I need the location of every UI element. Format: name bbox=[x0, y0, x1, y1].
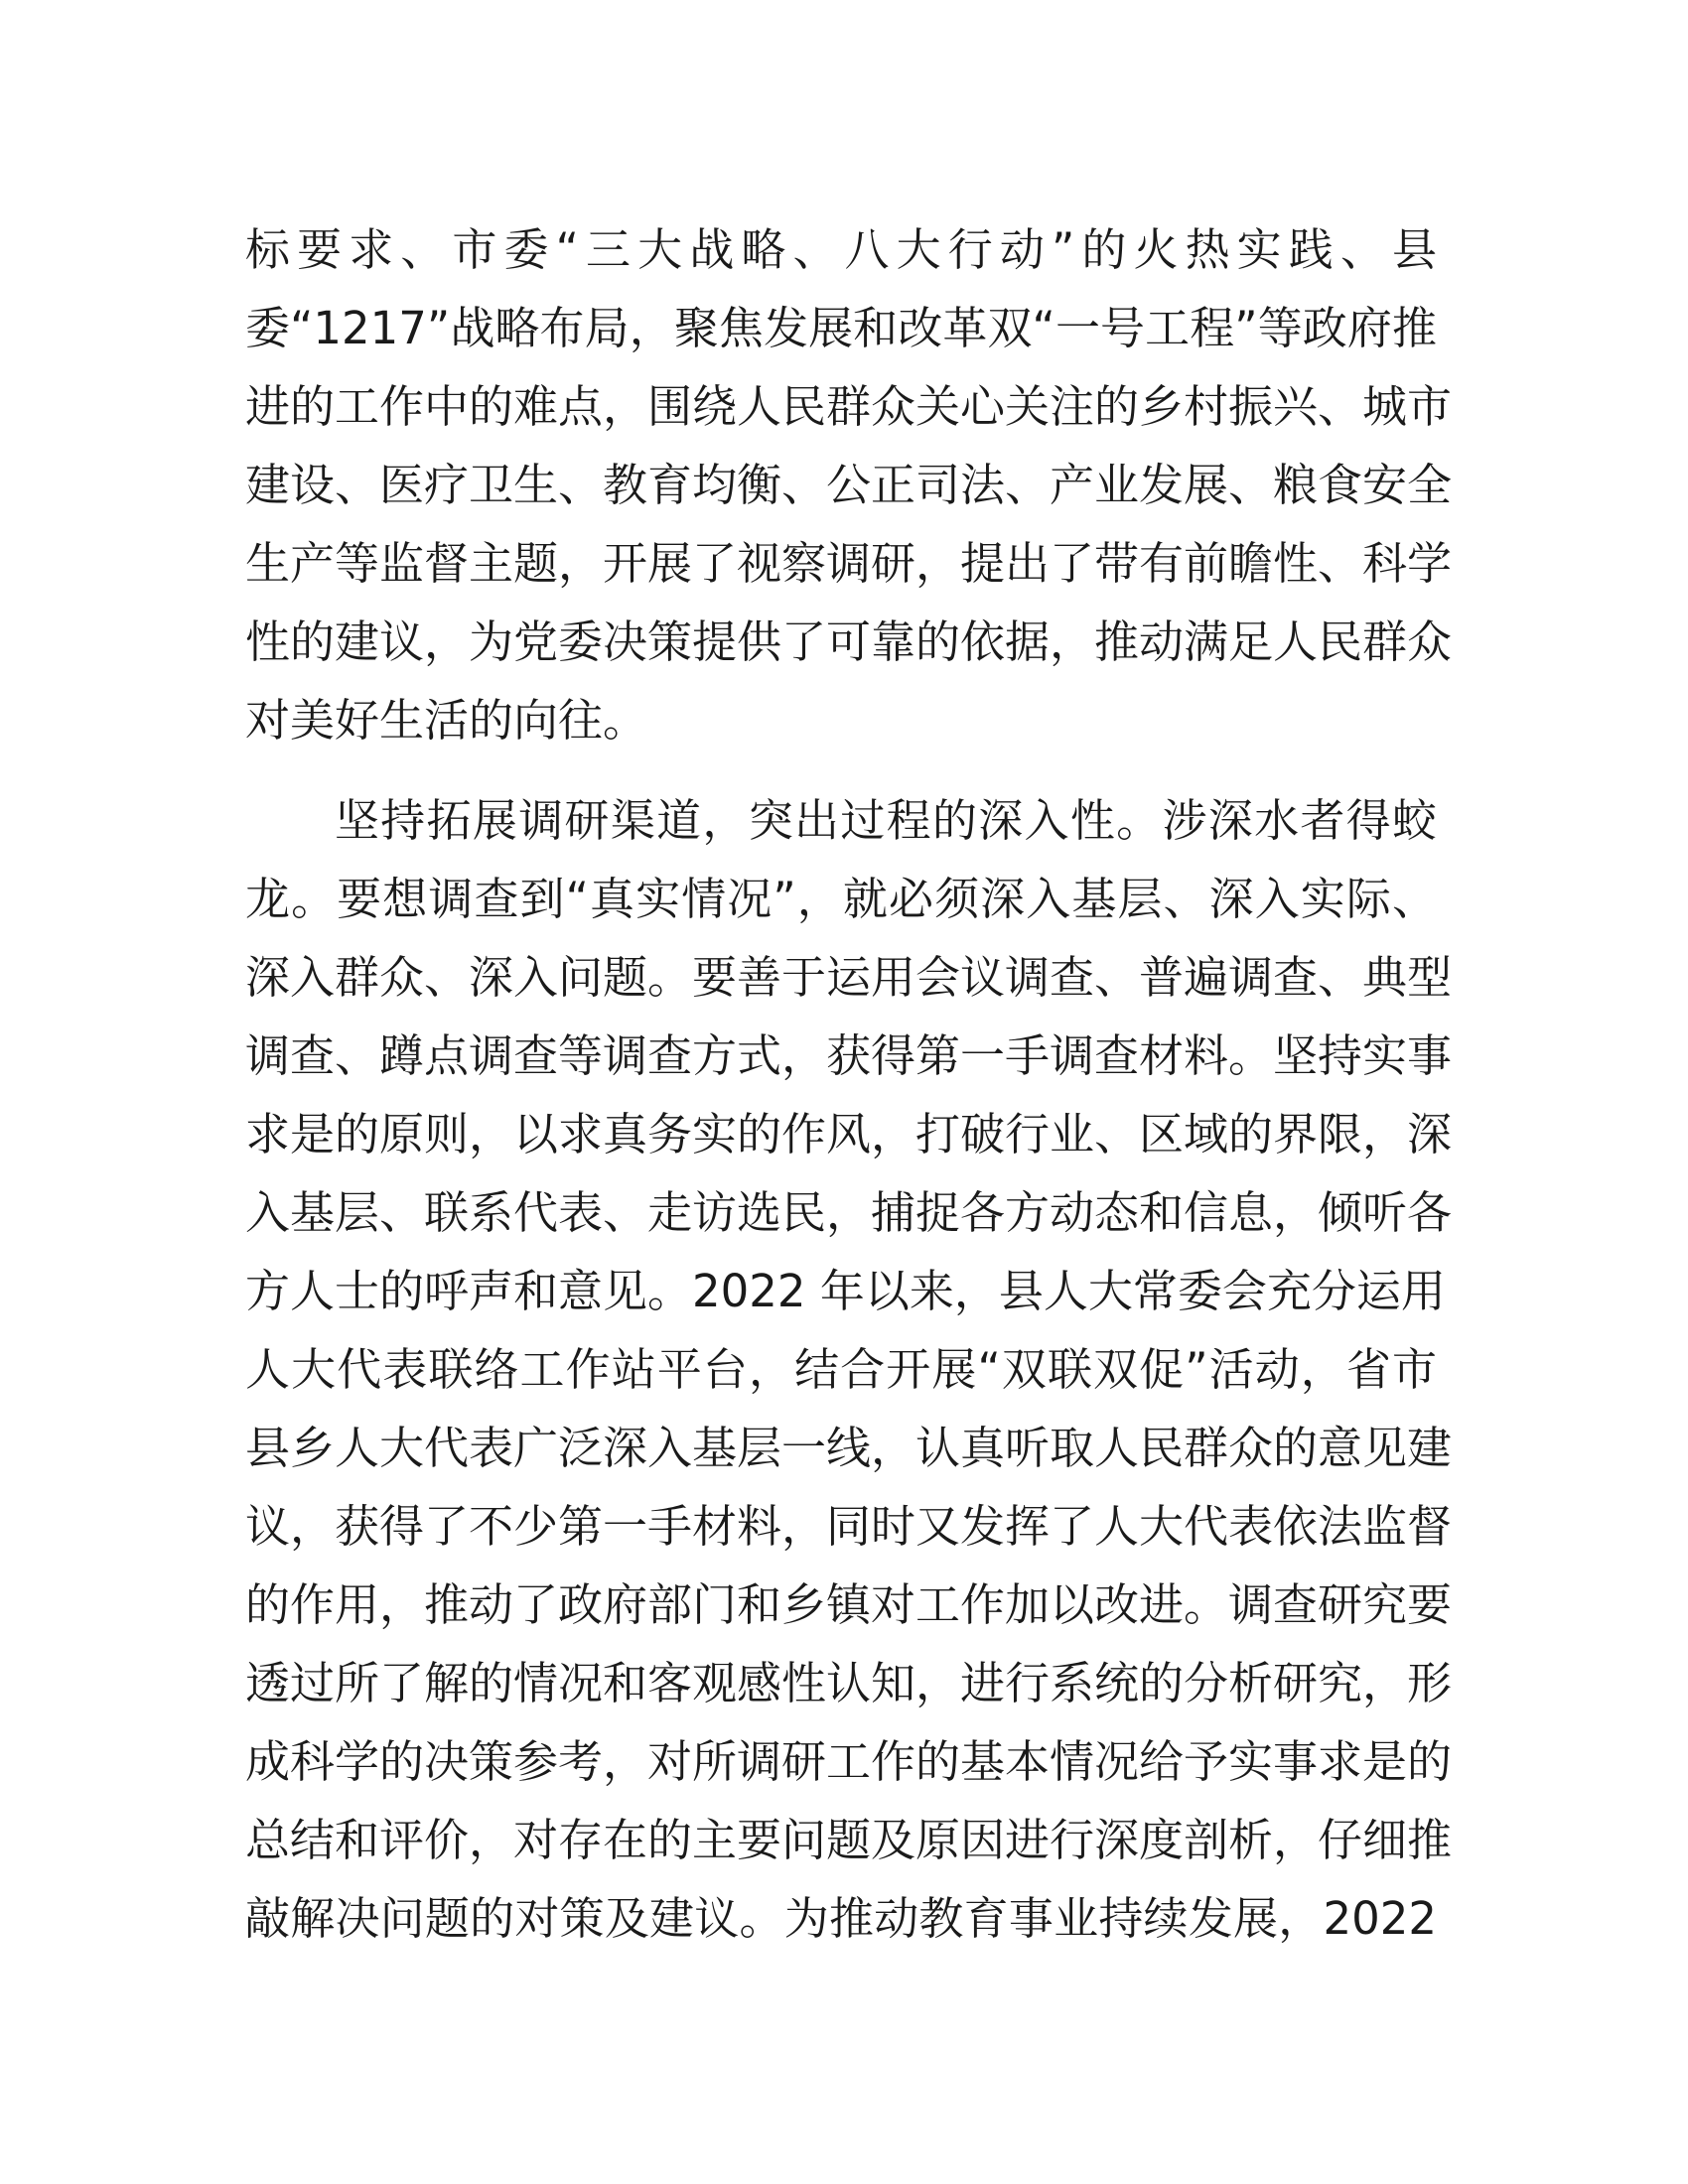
text-line: 进的工作中的难点，围绕人民群众关心关注的乡村振兴、城市 bbox=[245, 380, 1453, 433]
paragraph-spacer bbox=[245, 759, 1437, 781]
text-line: 标要求、市委“三大战略、八大行动”的火热实践、县 bbox=[245, 223, 1437, 276]
text-line: 对美好生活的向往。 bbox=[245, 694, 648, 747]
paragraph-1 bbox=[245, 210, 1453, 759]
text-line: 敲解决问题的对策及建议。为推动教育事业持续发展，2022 bbox=[245, 1892, 1437, 1945]
text-line: 性的建议，为党委决策提供了可靠的依据，推动满足人民群众 bbox=[245, 615, 1453, 668]
text-line: 的作用，推动了政府部门和乡镇对工作加以改进。调查研究要 bbox=[245, 1578, 1453, 1631]
paragraph-2 bbox=[245, 781, 1453, 1958]
text-line: 议，获得了不少第一手材料，同时又发挥了人大代表依法监督 bbox=[245, 1500, 1453, 1553]
text-line: 生产等监督主题，开展了视察调研，提出了带有前瞻性、科学 bbox=[245, 537, 1453, 590]
text-line: 成科学的决策参考，对所调研工作的基本情况给予实事求是的 bbox=[245, 1735, 1453, 1788]
text-line: 深入群众、深入问题。要善于运用会议调查、普遍调查、典型 bbox=[245, 951, 1453, 1004]
text-line: 调查、蹲点调查等调查方式，获得第一手调查材料。坚持实事 bbox=[245, 1029, 1453, 1082]
text-line: 县乡人大代表广泛深入基层一线，认真听取人民群众的意见建 bbox=[245, 1422, 1453, 1474]
text-line: 求是的原则，以求真务实的作风，打破行业、区域的界限，深 bbox=[245, 1108, 1453, 1160]
text-line: 透过所了解的情况和客观感性认知，进行系统的分析研究，形 bbox=[245, 1657, 1453, 1709]
text-line: 方人士的呼声和意见。2022 年以来，县人大常委会充分运用 bbox=[245, 1265, 1446, 1317]
body-text bbox=[245, 210, 1453, 1958]
text-line: 入基层、联系代表、走访选民，捕捉各方动态和信息，倾听各 bbox=[245, 1186, 1453, 1239]
text-line: 龙。要想调查到“真实情况”，就必须深入基层、深入实际、 bbox=[245, 873, 1437, 925]
text-line: 人大代表联络工作站平台，结合开展“双联双促”活动，省市 bbox=[245, 1343, 1437, 1396]
text-line: 总结和评价，对存在的主要问题及原因进行深度剖析，仔细推 bbox=[245, 1814, 1453, 1866]
text-line-indented: 坚持拓展调研渠道，突出过程的深入性。涉深水者得蛟 bbox=[335, 794, 1437, 847]
text-line: 建设、医疗卫生、教育均衡、公正司法、产业发展、粮食安全 bbox=[245, 459, 1453, 511]
text-line: 委“1217”战略布局，聚焦发展和改革双“一号工程”等政府推 bbox=[245, 302, 1437, 354]
